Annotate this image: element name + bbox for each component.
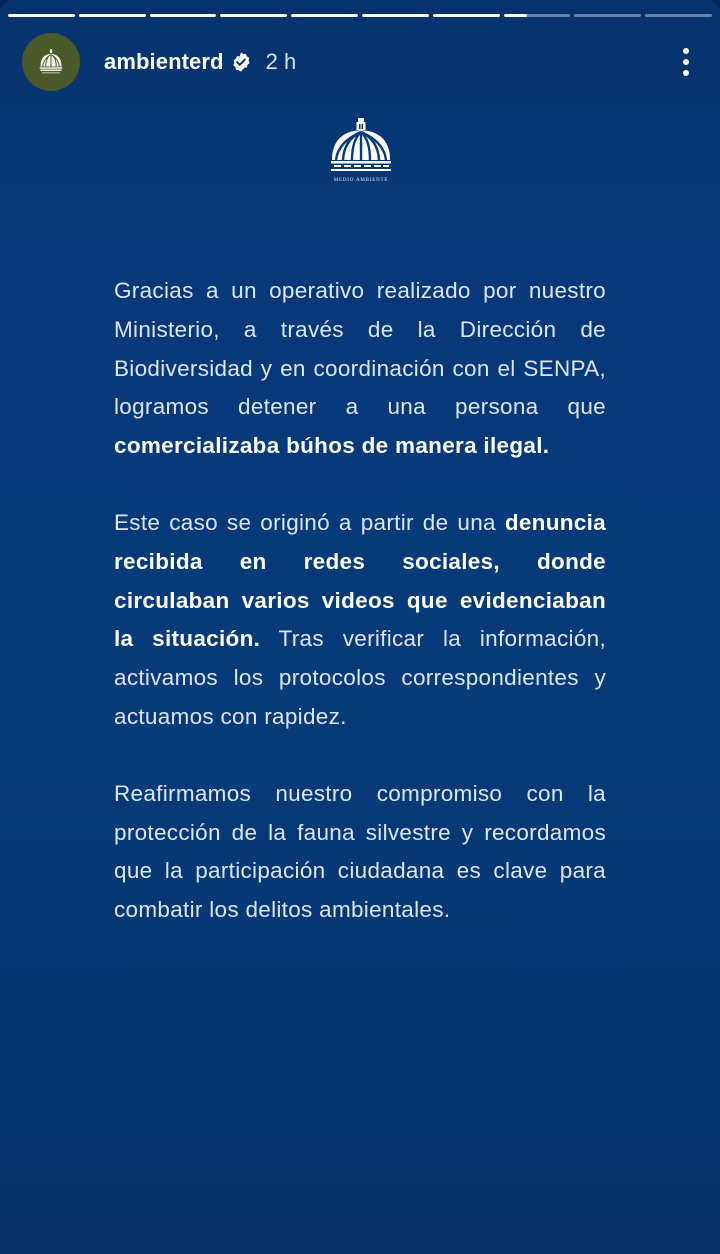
progress-segment — [433, 14, 500, 17]
progress-fill — [150, 14, 217, 17]
story-progress-bar — [8, 14, 712, 17]
paragraph-bold-text: denuncia recibida en redes sociales, donde circulaban varios videos que evidenciaban la situación. — [114, 509, 606, 652]
avatar[interactable] — [22, 33, 80, 91]
paragraph-1 — [114, 272, 606, 466]
progress-fill — [291, 14, 358, 17]
progress-fill — [79, 14, 146, 17]
progress-segment — [574, 14, 641, 17]
progress-fill — [362, 14, 429, 17]
more-vertical-icon-dot — [683, 59, 689, 65]
username[interactable]: ambienterd — [104, 49, 224, 74]
progress-segment — [291, 14, 358, 17]
more-vertical-icon-dot — [683, 70, 689, 76]
progress-segment — [8, 14, 75, 17]
paragraph-bold-text: comercializaba búhos de manera ilegal. — [114, 433, 550, 459]
dome-logo-icon — [328, 116, 394, 176]
progress-fill — [220, 14, 287, 17]
story-text — [114, 272, 606, 968]
paragraph-text: Tras verificar la información, activamos los protocolos correspondientes y actuamos con rapidez. — [114, 626, 606, 729]
progress-fill — [433, 14, 500, 17]
story-header — [22, 32, 698, 92]
progress-segment — [645, 14, 712, 17]
progress-segment-current — [504, 14, 571, 17]
paragraph-text: Este caso se originó a partir de una — [114, 509, 505, 535]
progress-segment — [362, 14, 429, 17]
ministry-logo — [326, 116, 396, 188]
more-vertical-icon-dot — [683, 48, 689, 54]
progress-segment — [220, 14, 287, 17]
paragraph-3 — [114, 775, 606, 930]
progress-segment — [79, 14, 146, 17]
logo-caption: MEDIO AMBIENTE — [333, 178, 389, 183]
paragraph-text: Reafirmamos nuestro compromiso con la protección de la fauna silvestre y recordamos que la participación ciudadana es clave para combatir los delitos ambientales. — [114, 780, 606, 923]
progress-fill — [8, 14, 75, 17]
paragraph-2 — [114, 504, 606, 737]
progress-fill — [504, 14, 527, 17]
verified-badge-icon — [230, 51, 252, 73]
progress-segment — [150, 14, 217, 17]
post-time: 2 h — [265, 49, 297, 74]
paragraph-text: Gracias a un operativo realizado por nuestro Ministerio, a través de la Dirección de Biodiversidad y en coordinación con el SENPA, logramos detener a una persona que — [114, 278, 606, 420]
more-options-button[interactable] — [674, 42, 698, 82]
dome-logo-icon — [36, 47, 66, 77]
